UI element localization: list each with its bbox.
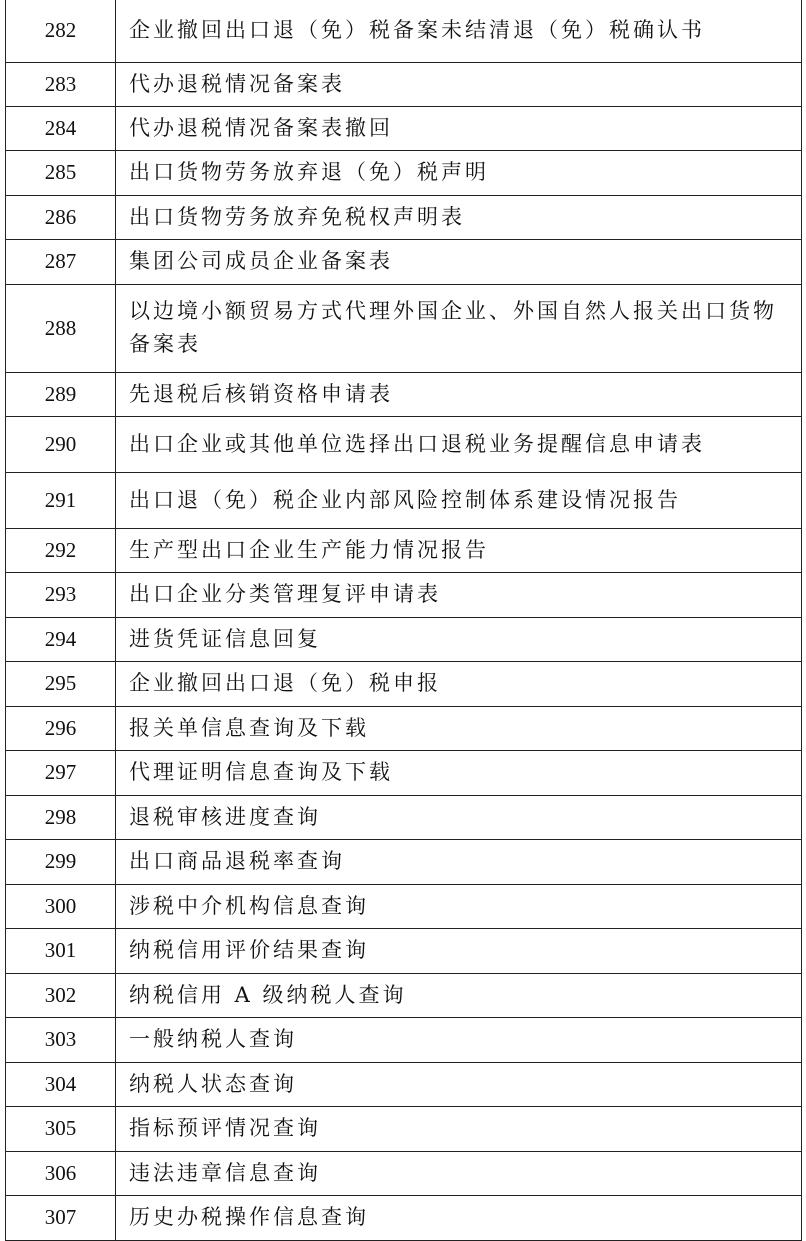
table-row	[6, 706, 802, 750]
item-table	[5, 0, 802, 1241]
table-row	[6, 1106, 802, 1151]
row-item-name: 纳税信用 A 级纳税人查询	[116, 973, 802, 1017]
row-item-name: 代办退税情况备案表撤回	[116, 106, 802, 150]
row-number: 289	[6, 372, 116, 416]
row-number: 288	[6, 284, 116, 372]
row-item-name: 代办退税情况备案表	[116, 62, 802, 106]
row-item-name: 退税审核进度查询	[116, 795, 802, 839]
row-number: 300	[6, 884, 116, 928]
row-item-name: 企业撤回出口退（免）税申报	[116, 661, 802, 706]
row-item-name: 集团公司成员企业备案表	[116, 239, 802, 284]
row-item-name: 出口企业分类管理复评申请表	[116, 572, 802, 617]
table-row	[6, 572, 802, 617]
row-number: 293	[6, 572, 116, 617]
row-item-name: 以边境小额贸易方式代理外国企业、外国自然人报关出口货物备案表	[116, 284, 802, 372]
table-row	[6, 884, 802, 928]
row-item-name: 出口商品退税率查询	[116, 839, 802, 884]
row-item-name: 进货凭证信息回复	[116, 617, 802, 661]
row-item-name: 企业撤回出口退（免）税备案未结清退（免）税确认书	[116, 0, 802, 62]
row-number: 283	[6, 62, 116, 106]
row-number: 284	[6, 106, 116, 150]
row-item-name: 纳税信用评价结果查询	[116, 928, 802, 973]
row-number: 297	[6, 750, 116, 795]
row-item-name: 先退税后核销资格申请表	[116, 372, 802, 416]
row-number: 303	[6, 1017, 116, 1062]
table-row	[6, 661, 802, 706]
table-row	[6, 150, 802, 195]
row-number: 296	[6, 706, 116, 750]
table-row	[6, 0, 802, 62]
row-number: 282	[6, 0, 116, 62]
row-item-name: 报关单信息查询及下载	[116, 706, 802, 750]
row-number: 290	[6, 416, 116, 472]
row-item-name: 纳税人状态查询	[116, 1062, 802, 1106]
row-item-name: 指标预评情况查询	[116, 1106, 802, 1151]
table-row	[6, 106, 802, 150]
table-row	[6, 795, 802, 839]
row-item-name: 历史办税操作信息查询	[116, 1195, 802, 1240]
table-row	[6, 195, 802, 239]
row-number: 301	[6, 928, 116, 973]
table-row	[6, 472, 802, 528]
table-row	[6, 750, 802, 795]
row-number: 302	[6, 973, 116, 1017]
row-number: 304	[6, 1062, 116, 1106]
table-row	[6, 1195, 802, 1240]
row-number: 299	[6, 839, 116, 884]
row-item-name: 出口企业或其他单位选择出口退税业务提醒信息申请表	[116, 416, 802, 472]
table-row	[6, 839, 802, 884]
row-item-name: 涉税中介机构信息查询	[116, 884, 802, 928]
row-number: 286	[6, 195, 116, 239]
row-number: 298	[6, 795, 116, 839]
row-number: 295	[6, 661, 116, 706]
table-row	[6, 973, 802, 1017]
table-row	[6, 1151, 802, 1195]
table-row	[6, 528, 802, 572]
row-number: 305	[6, 1106, 116, 1151]
row-item-name: 违法违章信息查询	[116, 1151, 802, 1195]
row-item-name: 代理证明信息查询及下载	[116, 750, 802, 795]
table-row	[6, 372, 802, 416]
row-item-name: 一般纳税人查询	[116, 1017, 802, 1062]
row-number: 285	[6, 150, 116, 195]
row-number: 291	[6, 472, 116, 528]
table-row	[6, 617, 802, 661]
table-row	[6, 928, 802, 973]
row-item-name: 出口退（免）税企业内部风险控制体系建设情况报告	[116, 472, 802, 528]
row-item-name: 出口货物劳务放弃退（免）税声明	[116, 150, 802, 195]
row-number: 294	[6, 617, 116, 661]
table-row	[6, 284, 802, 372]
row-number: 292	[6, 528, 116, 572]
row-item-name: 生产型出口企业生产能力情况报告	[116, 528, 802, 572]
table-row	[6, 239, 802, 284]
row-number: 287	[6, 239, 116, 284]
row-number: 306	[6, 1151, 116, 1195]
row-item-name: 出口货物劳务放弃免税权声明表	[116, 195, 802, 239]
table-row	[6, 1017, 802, 1062]
table-row	[6, 1062, 802, 1106]
table-row	[6, 416, 802, 472]
row-number: 307	[6, 1195, 116, 1240]
table-row	[6, 62, 802, 106]
